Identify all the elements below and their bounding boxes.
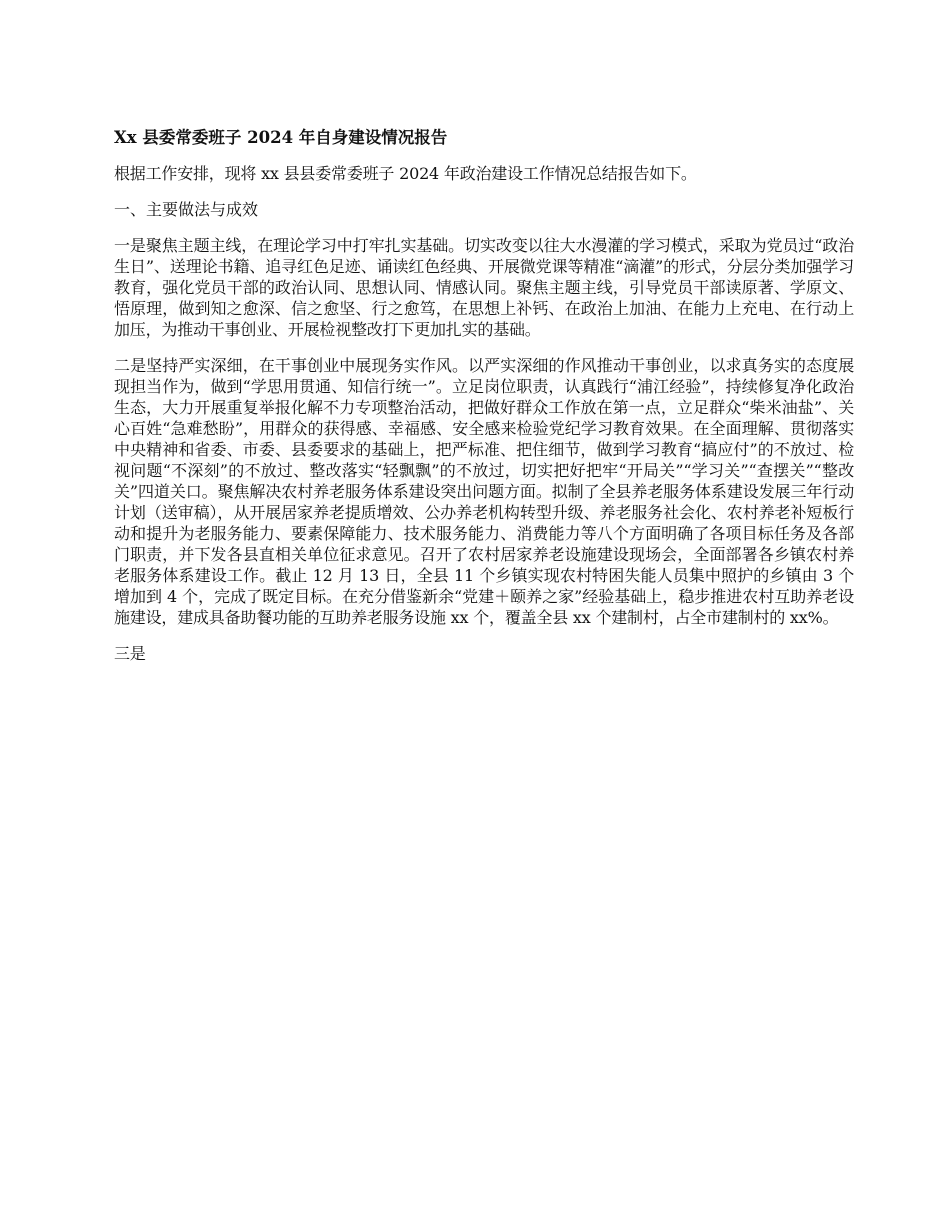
- intro-paragraph: 根据工作安排，现将 xx 县县委常委班子 2024 年政治建设工作情况总结报告如下。: [114, 164, 697, 183]
- paragraph-2: 二是坚持严实深细，在干事创业中展现务实作风。以严实深细的作风推动干事创业，以求真务实的态度展现担当作为，做到“学思用贯通、知信行统一”。立足岗位职责，认真践行“浦江经验”，持续修复净化政治生态，大力开展重复举报化解不力专项整治活动，把做好群众工作放在第一点，立足群众“柴米油盐”、关心百姓“急难愁盼”，用群众的获得感、幸福感、安全感来检验党纪学习教育效果。在全面理解、贯彻落实中央精神和省委、市委、县委要求的基础上，把严标准、把住细节，做到学习教育“搞应付”的不放过、检视问题“不深刻”的不放过、整改落实“轻飘飘”的不放过，切实把好把牢“开局关”“学习关”“查摆关”“整改关”四道关口。聚焦解决农村养老服务体系建设突出问题方面。拟制了全县养老服务体系建设发展三年行动计划（送审稿），从开展居家养老提质增效、公办养老机构转型升级、养老服务社会化、农村养老补短板行动和提升为老服务能力、要素保障能力、技术服务能力、消费能力等八个方面明确了各项目标任务及各部门职责，并下发各县直相关单位征求意见。召开了农村居家养老设施建设现场会，全面部署各乡镇农村养老服务体系建设工作。截止 12 月 13 日，全县 11 个乡镇实现农村特困失能人员集中照护的乡镇由 3 个增加到 4 个，完成了既定目标。在充分借鉴新余“党建＋颐养之家”经验基础上，稳步推进农村互助养老设施建设，建成具备助餐功能的互助养老服务设施 xx 个，覆盖全县 xx 个建制村，占全市建制村的 xx%。: [114, 356, 854, 627]
- section-heading: 一、主要做法与成效: [114, 200, 259, 219]
- paragraph-3: 三是: [114, 644, 146, 663]
- document-body: [114, 127, 854, 664]
- paragraph-1: 一是聚焦主题主线，在理论学习中打牢扎实基础。切实改变以往大水漫灌的学习模式，采取为党员过“政治生日”、送理论书籍、追寻红色足迹、诵读红色经典、开展微党课等精准“滴灌”的形式，分层分类加强学习教育，强化党员干部的政治认同、思想认同、情感认同。聚焦主题主线，引导党员干部读原著、学原文、悟原理，做到知之愈深、信之愈坚、行之愈笃，在思想上补钙、在政治上加油、在能力上充电、在行动上加压，为推动干事创业、开展检视整改打下更加扎实的基础。: [114, 236, 854, 339]
- document-title: Xx 县委常委班子 2024 年自身建设情况报告: [114, 128, 448, 147]
